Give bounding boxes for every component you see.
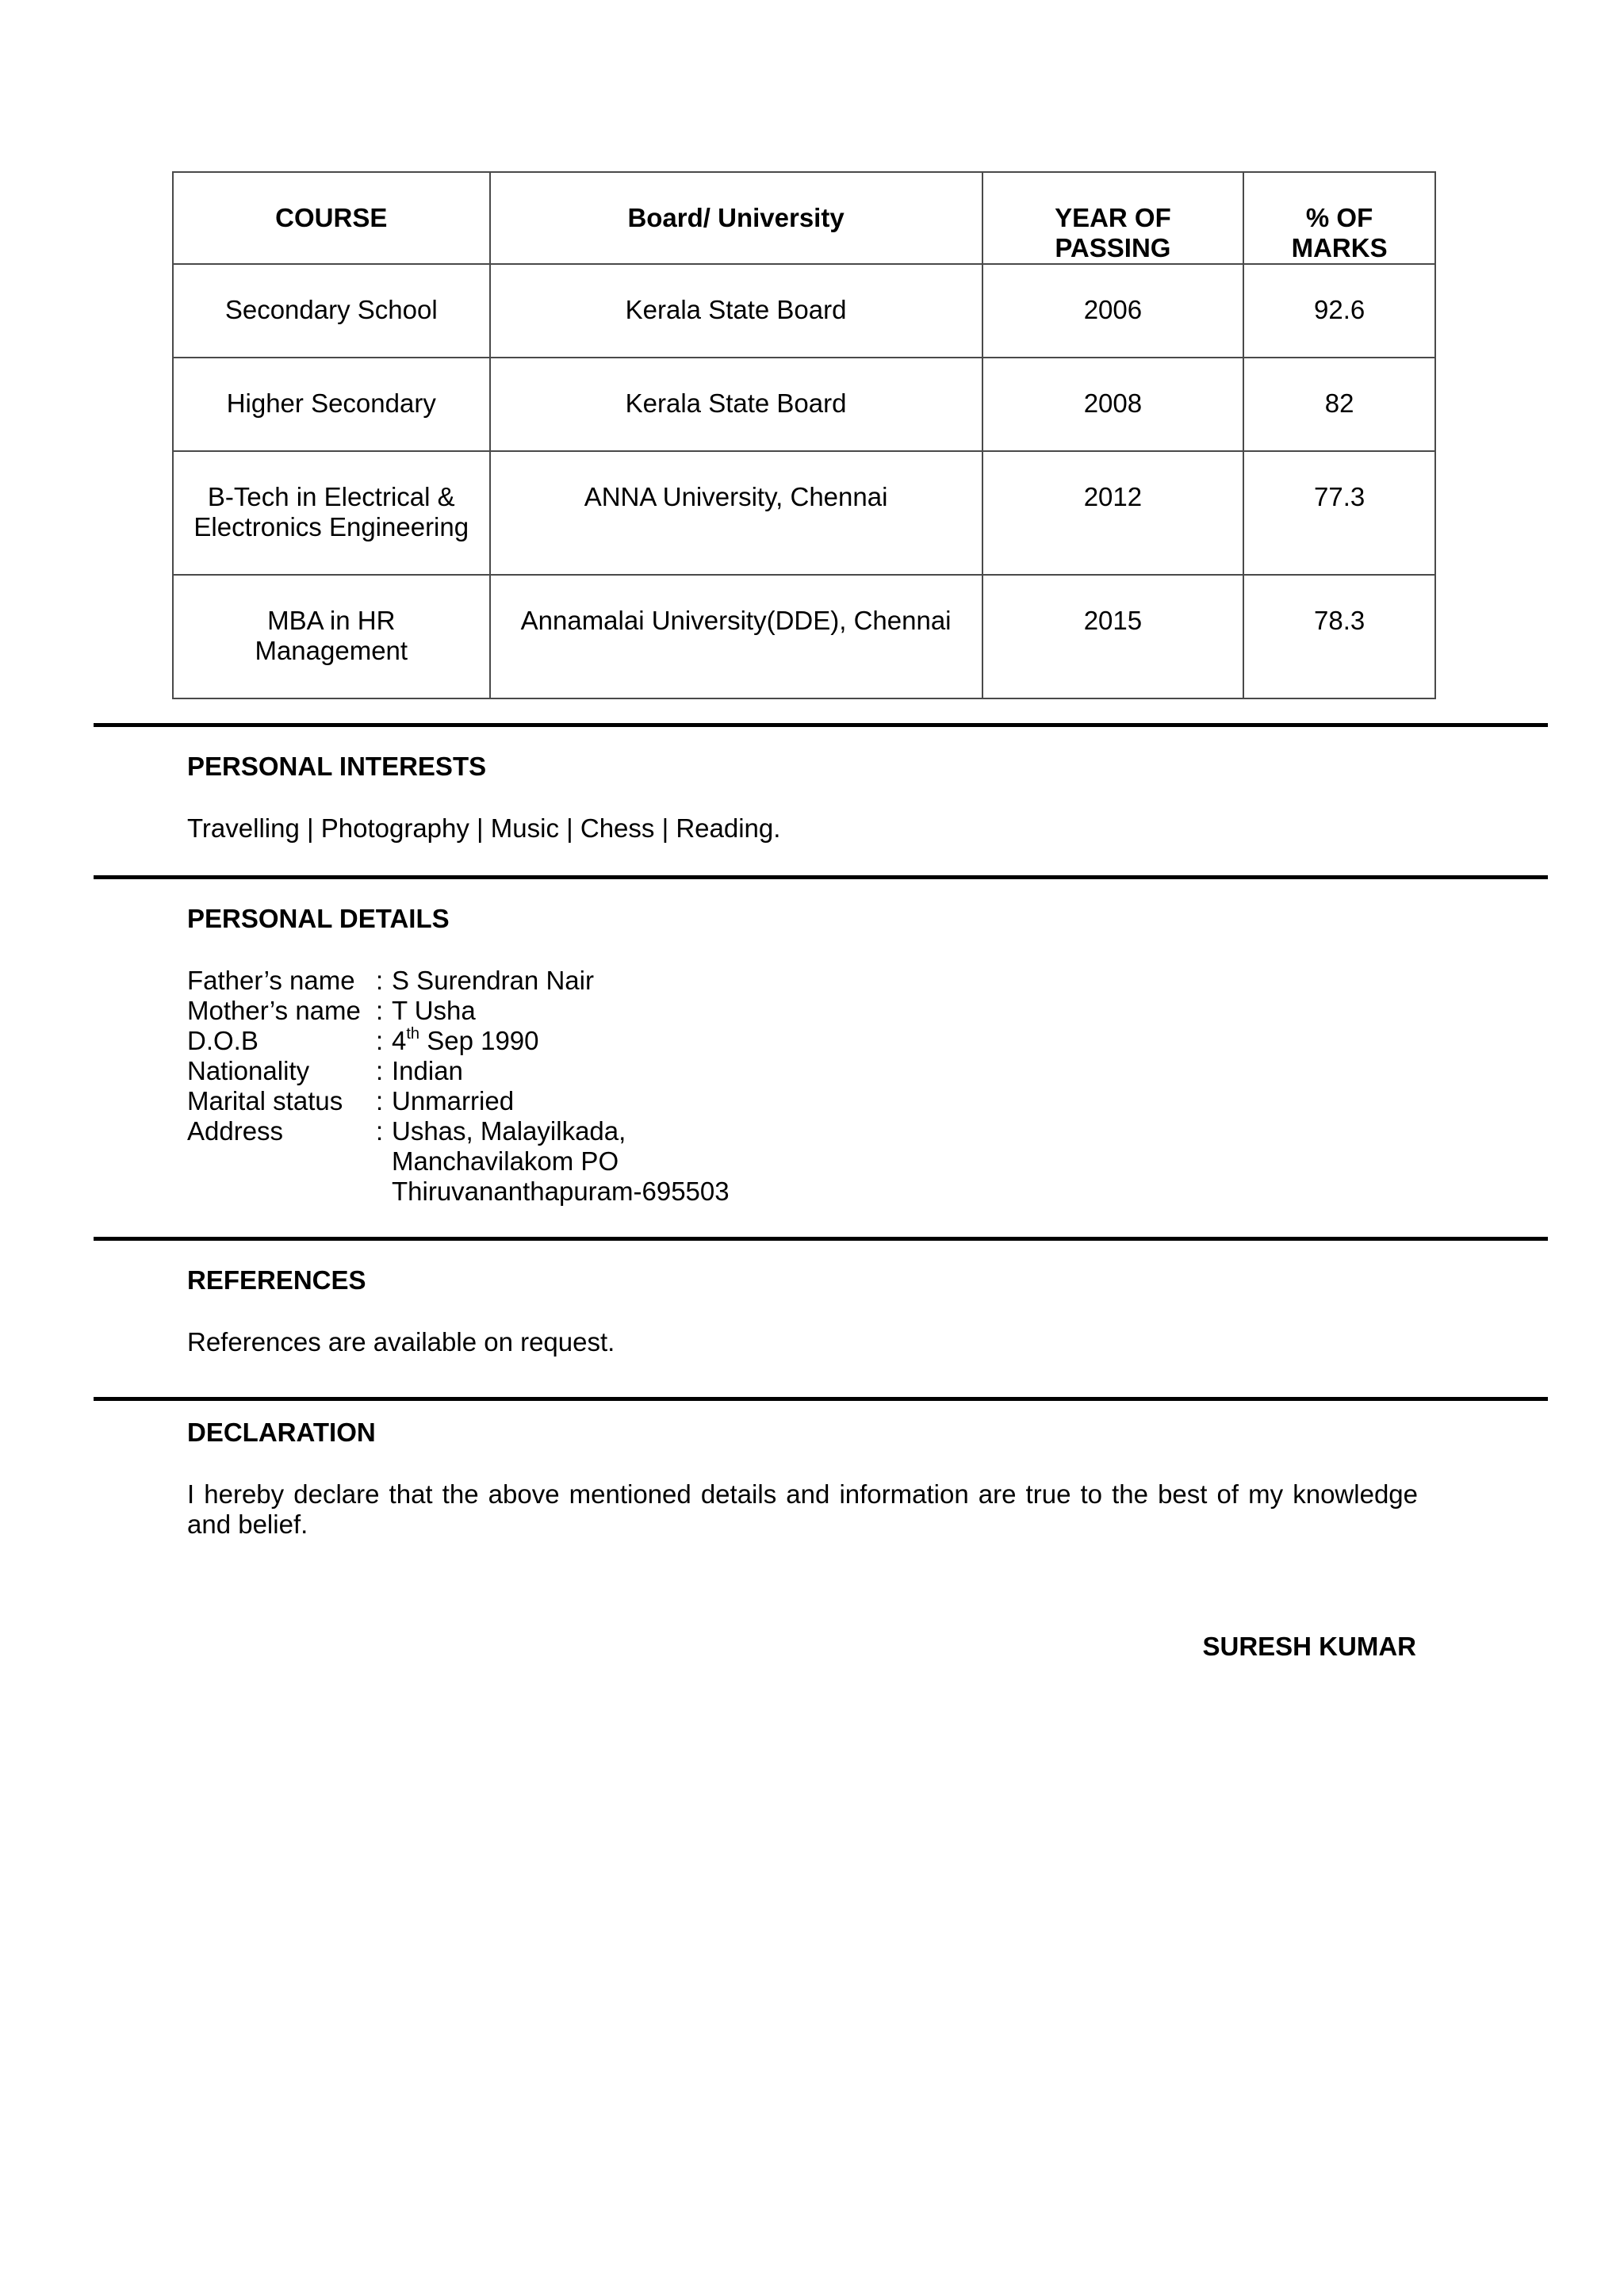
- dob-day: 4: [392, 1026, 407, 1055]
- detail-value: T Usha: [392, 996, 476, 1025]
- section-divider: [94, 1397, 1548, 1401]
- header-year-line-1: YEAR OF: [1055, 203, 1171, 232]
- declaration-text: I hereby declare that the above mentioned details and information are true to the best of my knowledge and belief.: [187, 1479, 1418, 1539]
- header-year-line-2: PASSING: [1055, 233, 1171, 262]
- header-course: COURSE: [173, 172, 490, 264]
- address-value: [392, 1116, 730, 1207]
- section-divider: [94, 875, 1548, 879]
- course-cell: Secondary School: [173, 264, 490, 358]
- address-line: Manchavilakom PO: [392, 1146, 619, 1176]
- table-row: [173, 358, 1435, 451]
- course-line-2: Management: [255, 636, 408, 665]
- detail-label: Mother’s name: [187, 996, 361, 1025]
- detail-separator: :: [376, 1086, 384, 1115]
- course-line-1: MBA in HR: [267, 606, 396, 635]
- course-cell: [173, 451, 490, 575]
- personal-details-table: [187, 966, 730, 1207]
- header-marks-line-2: MARKS: [1291, 233, 1388, 262]
- detail-separator: :: [376, 1026, 384, 1055]
- references-section: [187, 1265, 1424, 1357]
- detail-row: [187, 966, 730, 996]
- detail-separator: :: [376, 1116, 384, 1146]
- declaration-section: [187, 1418, 1424, 1540]
- section-divider: [94, 723, 1548, 727]
- detail-label: Father’s name: [187, 966, 355, 995]
- detail-row: [187, 1086, 730, 1116]
- detail-separator: :: [376, 966, 384, 995]
- detail-value: Indian: [392, 1056, 463, 1085]
- section-title: DECLARATION: [187, 1418, 376, 1447]
- board-cell: Annamalai University(DDE), Chennai: [490, 575, 982, 698]
- personal-details-section: [187, 904, 1424, 1207]
- detail-row: [187, 1026, 730, 1056]
- section-title: PERSONAL INTERESTS: [187, 752, 487, 781]
- year-cell: 2012: [982, 451, 1244, 575]
- marks-cell: 82: [1243, 358, 1435, 451]
- dob-ordinal: th: [406, 1025, 420, 1043]
- detail-value: [392, 1026, 730, 1056]
- table-row: [173, 451, 1435, 575]
- interests-text: Travelling | Photography | Music | Chess | Reading.: [187, 813, 781, 843]
- marks-cell: 92.6: [1243, 264, 1435, 358]
- personal-interests-section: [187, 752, 1424, 844]
- detail-label: Marital status: [187, 1086, 343, 1115]
- header-marks: [1243, 172, 1435, 264]
- year-cell: 2006: [982, 264, 1244, 358]
- detail-separator: :: [376, 996, 384, 1025]
- year-cell: 2015: [982, 575, 1244, 698]
- detail-label: D.O.B: [187, 1026, 259, 1055]
- year-cell: 2008: [982, 358, 1244, 451]
- detail-value: S Surendran Nair: [392, 966, 594, 995]
- table-row: [173, 264, 1435, 358]
- address-line: Ushas, Malayilkada,: [392, 1116, 626, 1146]
- marks-cell: 77.3: [1243, 451, 1435, 575]
- address-line: Thiruvananthapuram-695503: [392, 1177, 730, 1206]
- board-cell: Kerala State Board: [490, 264, 982, 358]
- board-cell: ANNA University, Chennai: [490, 451, 982, 575]
- course-line-1: B-Tech in Electrical &: [207, 482, 455, 511]
- header-marks-line-1: % OF: [1305, 203, 1373, 232]
- detail-separator: :: [376, 1056, 384, 1085]
- detail-row: [187, 996, 730, 1026]
- detail-row: [187, 1056, 730, 1086]
- detail-row: [187, 1116, 730, 1207]
- course-cell: [173, 575, 490, 698]
- course-line-2: Electronics Engineering: [193, 512, 469, 541]
- signature-name: SURESH KUMAR: [1202, 1632, 1416, 1661]
- detail-label: Nationality: [187, 1056, 310, 1085]
- marks-cell: 78.3: [1243, 575, 1435, 698]
- course-cell: Higher Secondary: [173, 358, 490, 451]
- references-text: References are available on request.: [187, 1327, 615, 1357]
- table-row: [173, 575, 1435, 698]
- education-table: [172, 171, 1436, 699]
- detail-value: Unmarried: [392, 1086, 515, 1115]
- dob-rest: Sep 1990: [419, 1026, 539, 1055]
- section-title: PERSONAL DETAILS: [187, 904, 450, 933]
- section-title: REFERENCES: [187, 1265, 366, 1295]
- section-divider: [94, 1237, 1548, 1241]
- detail-label: Address: [187, 1116, 284, 1146]
- header-board: Board/ University: [490, 172, 982, 264]
- board-cell: Kerala State Board: [490, 358, 982, 451]
- education-header-row: [173, 172, 1435, 264]
- header-year: [982, 172, 1244, 264]
